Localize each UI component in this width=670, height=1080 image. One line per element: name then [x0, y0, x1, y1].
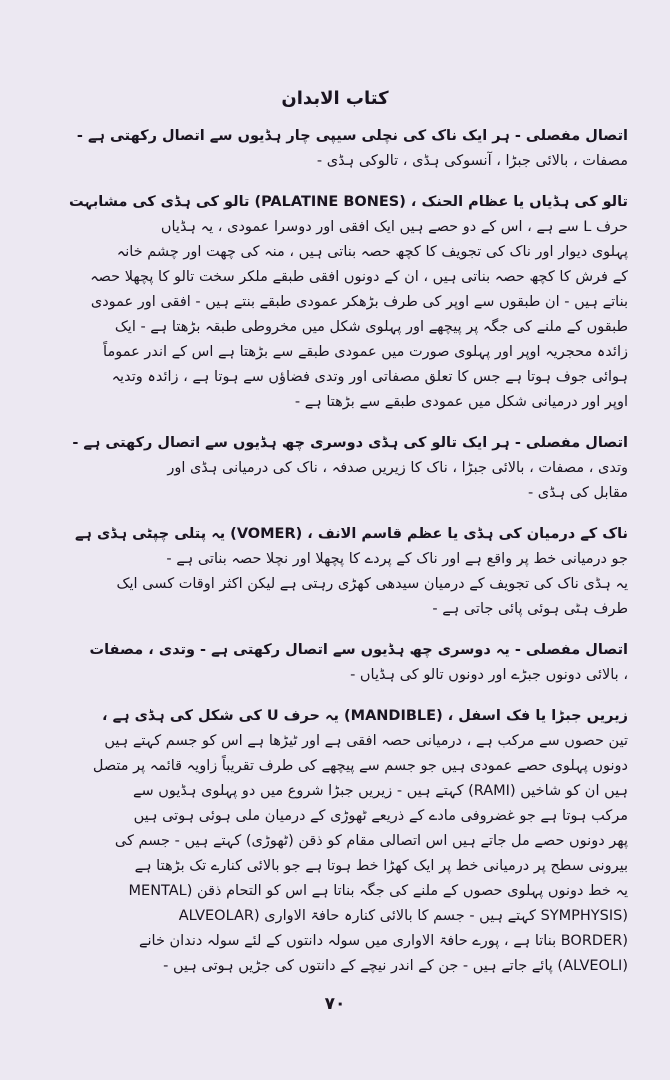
text-line: مرکب ہوتا ہے جو غضروفی مادے کے ذریعے ٹھوڑی کے درمیان ملی ہوئی ہوتی ہیں	[133, 808, 628, 824]
paragraph	[40, 190, 628, 415]
text-line: دونوں پہلوی حصے عمودی ہیں جو جسم سے پیچھے کی طرف تقریباً زاویہ قائمہ پر متصل	[92, 758, 628, 774]
text-line: زیریں جبڑا یا فک اسفل ، (MANDIBLE) یہ حرف U کی شکل کی ہڈی ہے ،	[102, 708, 628, 724]
text-line: اتصال مفصلی - ہر ایک تالو کی ہڈی دوسری چھ ہڈیوں سے اتصال رکھتی ہے -	[72, 435, 628, 451]
text-line: تالو کی ہڈیاں یا عظام الحنک ، (PALATINE BONES) تالو کی ہڈی کی مشابہت	[69, 194, 628, 210]
text-line: مصفات ، بالائی جبڑا ، آنسوکی ہڈی ، تالوکی ہڈی -	[316, 153, 628, 169]
paragraph	[40, 704, 628, 979]
text-line: یہ خط دونوں پہلوی حصوں کے ملنے کی جگہ بناتا ہے اس کو التحام ذقن (MENTAL	[128, 883, 628, 899]
text-line: اتصال مفصلی - ہر ایک ناک کی نچلی سیپی چار ہڈیوں سے اتصال رکھتی ہے -	[76, 128, 628, 144]
text-line: (SYMPHYSIS کہتے ہیں - جسم کا بالائی کنارہ حافۃ الاواری (ALVEOLAR	[178, 908, 628, 924]
text-line: طرف ہٹی ہوئی پائی جاتی ہے -	[432, 601, 628, 617]
text-line: زائدہ محجریہ اوپر اور پہلوی صورت میں عمودی طبقے سے بڑھتا ہے اس کے اندر عموماً	[103, 344, 628, 360]
text-line: اتصال مفصلی - یہ دوسری چھ ہڈیوں سے اتصال رکھتی ہے - وتدی ، مصفات	[89, 642, 628, 658]
text-line: حرف L سے ہے ، اس کے دو حصے ہیں ایک افقی اور دوسرا عمودی ، یہ ہڈیاں	[160, 219, 628, 235]
text-line: کے فرش کا کچھ حصہ بناتی ہیں ، ان کے دونوں افقی طبقے ملکر سخت تالو کا پچھلا حصہ	[90, 269, 628, 285]
text-line: پہلوی دیوار اور ناک کی تجویف کا کچھ حصہ بناتی ہیں ، منہ کی چھت اور چشم خانہ	[116, 244, 628, 260]
paragraph	[40, 124, 628, 174]
text-line: بناتے ہیں - ان طبقوں سے اوپر کی طرف بڑھکر عمودی طبقے بنتے ہیں - افقی اور عمودی	[90, 294, 628, 310]
paragraph	[40, 431, 628, 506]
page-number: ٧٠	[324, 994, 346, 1014]
paragraph	[40, 522, 628, 622]
paragraph	[40, 638, 628, 688]
text-line: اوپر اور درمیانی شکل میں عمودی طبقے سے بڑھتا ہے -	[294, 394, 628, 410]
text-line: ہوائی جوف ہوتا ہے جس کا تعلق مصفاتی اور وتدی فضاؤں سے ہوتا ہے ، زائدہ وتدیہ	[111, 369, 628, 385]
text-line: (ALVEOLI) پائے جاتے ہیں - جن کے اندر نیچے کے دانتوں کی جڑیں ہوتی ہیں -	[163, 958, 628, 974]
text-line: ناک کے درمیان کی ہڈی یا عظم قاسم الانف ، (VOMER) یہ پتلی چپٹی ہڈی ہے	[74, 526, 628, 542]
text-line: مقابل کی ہڈی -	[527, 485, 628, 501]
text-line: وتدی ، مصفات ، بالائی جبڑا ، ناک کا زیریں صدفہ ، ناک کی درمیانی ہڈی اور	[167, 460, 628, 476]
text-line: ہیں ان کو شاخیں (RAMI) کہتے ہیں - زیریں جبڑا شروع میں دو پہلوی ہڈیوں سے	[132, 783, 628, 799]
text-line: یہ ہڈی ناک کی تجویف کے درمیان سیدھی کھڑی رہتی ہے لیکن اکثر اوقات کسی ایک	[116, 576, 628, 592]
text-line: بیرونی سطح پر درمیانی خط پر ایک کھڑا خط ہوتا ہے جو بالائی کنارے تک بڑھتا ہے	[134, 858, 628, 874]
text-line: طبقوں کے ملنے کی جگہ پر پیچھے اور پہلوی شکل میں مخروطی طبقہ بڑھتا ہے - ایک	[114, 319, 628, 335]
page-content	[40, 124, 628, 995]
page-header: کتاب الابدان	[281, 88, 389, 109]
text-line: جو درمیانی خط پر واقع ہے اور ناک کے پردے کا پچھلا اور نچلا حصہ بناتی ہے -	[166, 551, 628, 567]
text-line: ، بالائی دونوں جبڑے اور دونوں تالو کی ہڈیاں -	[350, 667, 628, 683]
text-line: (BORDER بناتا ہے ، پورے حافۃ الاواری میں سولہ دانتوں کے لئے سولہ دندان خانے	[139, 933, 628, 949]
text-line: پھر دونوں حصے مل جاتے ہیں اس اتصالی مقام کو ذقن (ٹھوڑی) کہتے ہیں - جسم کی	[114, 833, 628, 849]
text-line: تین حصوں سے مرکب ہے ، درمیانی حصہ افقی ہے اور ٹیڑھا ہے اس کو جسم کہتے ہیں	[104, 733, 628, 749]
